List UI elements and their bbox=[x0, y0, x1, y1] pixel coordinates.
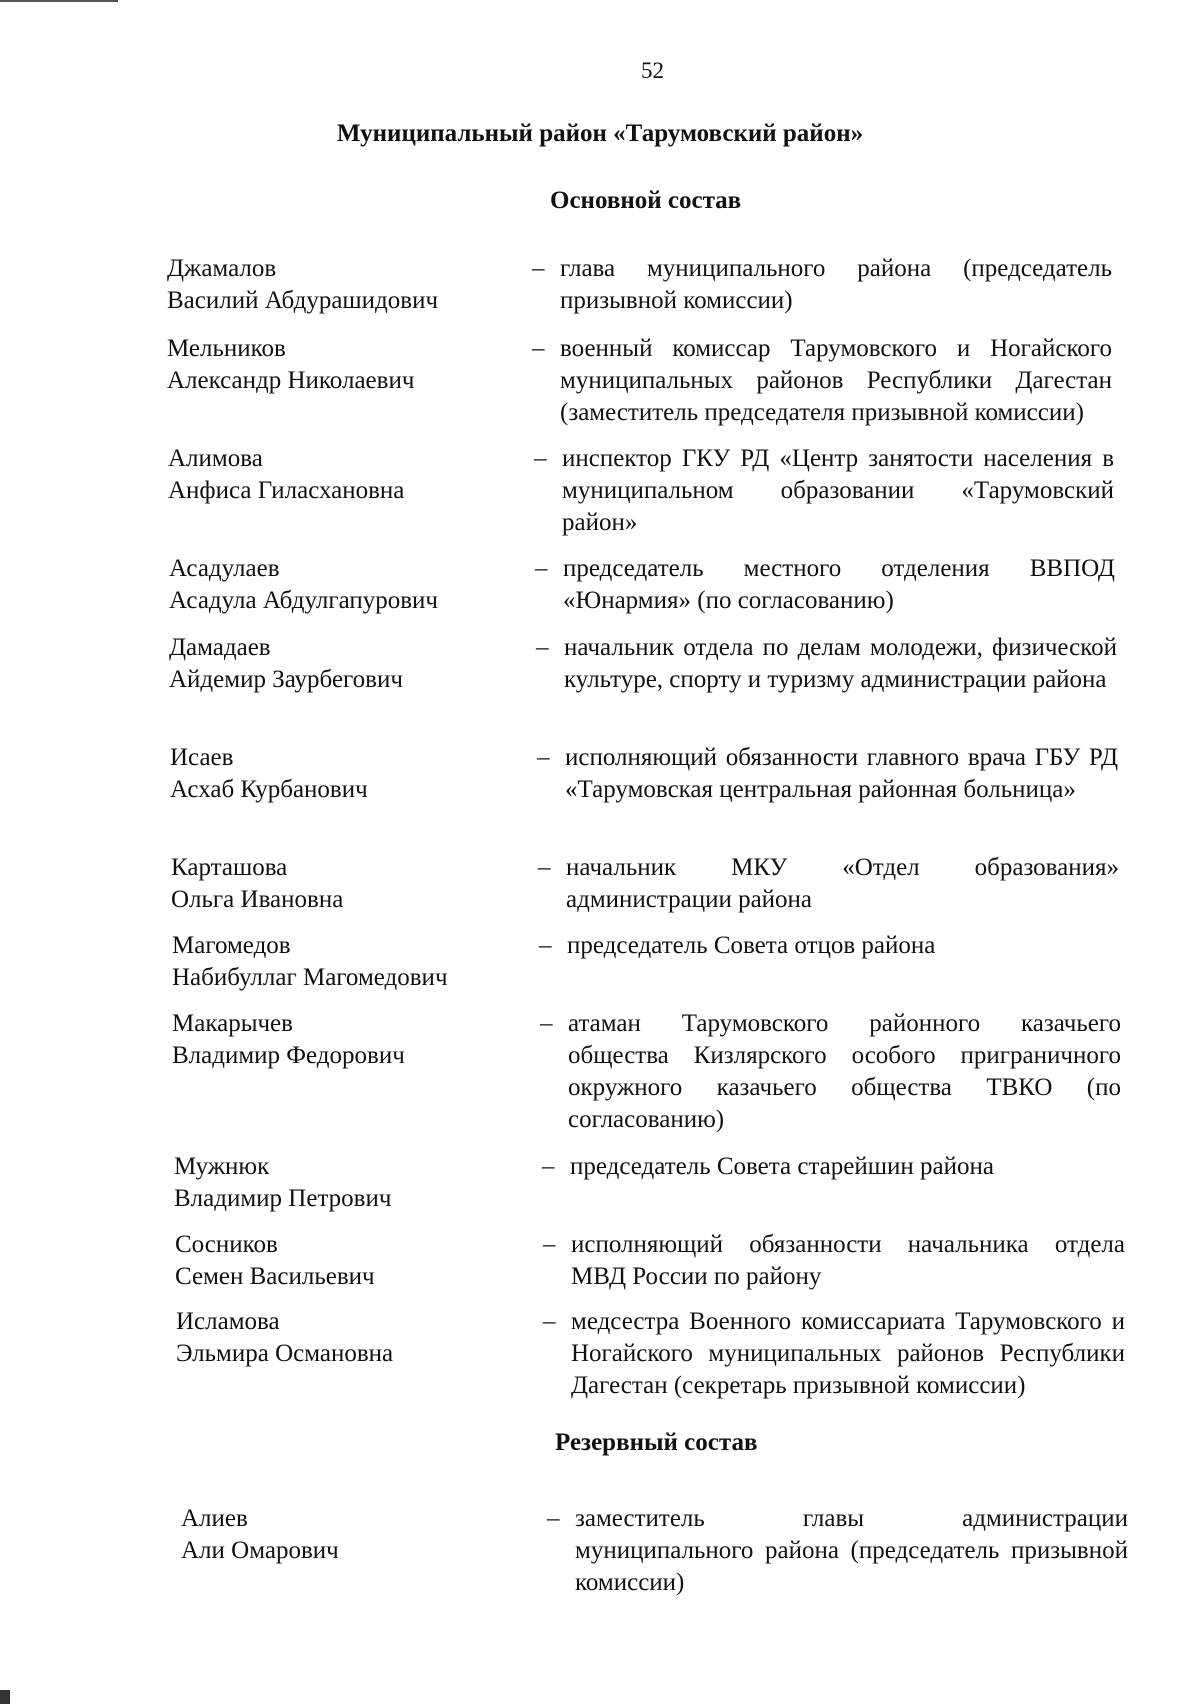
member-name bbox=[176, 1306, 516, 1370]
page-number: 52 bbox=[641, 58, 664, 83]
role-dash: – bbox=[540, 1010, 553, 1037]
member-role: инспектор ГКУ РД «Центр занятости населения в муниципальном образовании «Тарумовский район» bbox=[562, 445, 1114, 536]
role-dash: – bbox=[543, 1231, 556, 1258]
member-role: начальник МКУ «Отдел образования» администрации района bbox=[566, 854, 1119, 913]
member-role: исполняющий обязанности начальника отдела МВД России по району bbox=[571, 1231, 1125, 1290]
member-surname: Исаев bbox=[170, 744, 234, 771]
member-surname: Алиев bbox=[181, 1505, 248, 1532]
role-dash: – bbox=[543, 1308, 556, 1335]
member-name bbox=[167, 253, 507, 317]
member-name bbox=[181, 1503, 521, 1567]
reserve-section-heading: Резервный состав bbox=[555, 1429, 758, 1456]
member-given-names: Владимир Петрович bbox=[174, 1185, 392, 1212]
member-surname: Мельников bbox=[167, 335, 286, 362]
member-surname: Мужнюк bbox=[174, 1153, 270, 1180]
member-given-names: Александр Николаевич bbox=[167, 367, 415, 394]
member-name bbox=[167, 333, 507, 397]
member-role: глава муниципального района (председатель призывной комиссии) bbox=[560, 255, 1112, 314]
member-role: заместитель главы администрации муниципального района (председатель призывной комиссии) bbox=[575, 1505, 1128, 1596]
member-surname: Исламова bbox=[176, 1308, 280, 1335]
role-dash: – bbox=[532, 255, 545, 282]
member-given-names: Набибуллаг Магомедович bbox=[172, 964, 448, 991]
member-role: военный комиссар Тарумовского и Ногайского муниципальных районов Республики Дагестан (заместитель председателя призывной комиссии) bbox=[560, 335, 1112, 426]
member-given-names: Али Омарович bbox=[181, 1537, 339, 1564]
member-given-names: Владимир Федорович bbox=[172, 1042, 405, 1069]
member-name bbox=[171, 852, 511, 916]
member-surname: Магомедов bbox=[172, 932, 291, 959]
member-name bbox=[175, 1229, 515, 1293]
role-dash: – bbox=[542, 1153, 555, 1180]
scan-edge-mark bbox=[0, 0, 118, 2]
member-given-names: Асадула Абдулгапурович bbox=[169, 587, 439, 614]
role-dash: – bbox=[534, 445, 547, 472]
role-dash: – bbox=[539, 932, 552, 959]
member-given-names: Асхаб Курбанович bbox=[170, 776, 368, 803]
member-surname: Алимова bbox=[168, 445, 263, 472]
member-role: председатель местного отделения ВВПОД «Юнармия» (по согласованию) bbox=[563, 555, 1115, 614]
scan-edge-mark bbox=[0, 1690, 10, 1704]
document-title: Муниципальный район «Тарумовский район» bbox=[336, 120, 864, 147]
member-name bbox=[169, 632, 509, 696]
member-name bbox=[174, 1151, 514, 1215]
member-given-names: Семен Васильевич bbox=[175, 1263, 375, 1290]
member-surname: Сосников bbox=[175, 1231, 278, 1258]
member-given-names: Василий Абдурашидович bbox=[167, 287, 439, 314]
member-name bbox=[172, 1008, 512, 1072]
member-role: начальник отдела по делам молодежи, физической культуре, спорту и туризму администрации района bbox=[564, 634, 1117, 693]
role-dash: – bbox=[536, 634, 549, 661]
member-name bbox=[170, 742, 510, 806]
member-name bbox=[169, 553, 509, 617]
member-surname: Асадулаев bbox=[169, 555, 280, 582]
member-given-names: Анфиса Гиласхановна bbox=[168, 477, 405, 504]
member-given-names: Айдемир Заурбегович bbox=[169, 666, 403, 693]
member-role: атаман Тарумовского районного казачьего общества Кизлярского особого приграничного окружного казачьего общества ТВКО (по согласованию) bbox=[568, 1010, 1121, 1133]
member-role: исполняющий обязанности главного врача ГБУ РД «Тарумовская центральная районная больница» bbox=[565, 744, 1118, 803]
member-role: председатель Совета старейшин района bbox=[570, 1153, 994, 1180]
role-dash: – bbox=[532, 335, 545, 362]
member-name bbox=[168, 443, 508, 507]
main-section-heading: Основной состав bbox=[550, 187, 742, 214]
role-dash: – bbox=[535, 555, 548, 582]
member-surname: Карташова bbox=[171, 854, 288, 881]
member-surname: Макарычев bbox=[172, 1010, 293, 1037]
member-role: председатель Совета отцов района bbox=[567, 932, 936, 959]
role-dash: – bbox=[537, 744, 550, 771]
member-given-names: Ольга Ивановна bbox=[171, 886, 344, 913]
role-dash: – bbox=[538, 854, 551, 881]
member-surname: Джамалов bbox=[167, 255, 277, 282]
member-role: медсестра Военного комиссариата Тарумовского и Ногайского муниципальных районов Республики Дагестан (секретарь призывной комиссии) bbox=[571, 1308, 1125, 1399]
member-given-names: Эльмира Османовна bbox=[176, 1340, 394, 1367]
member-surname: Дамадаев bbox=[169, 634, 271, 661]
role-dash: – bbox=[547, 1505, 560, 1532]
member-name bbox=[172, 930, 512, 994]
